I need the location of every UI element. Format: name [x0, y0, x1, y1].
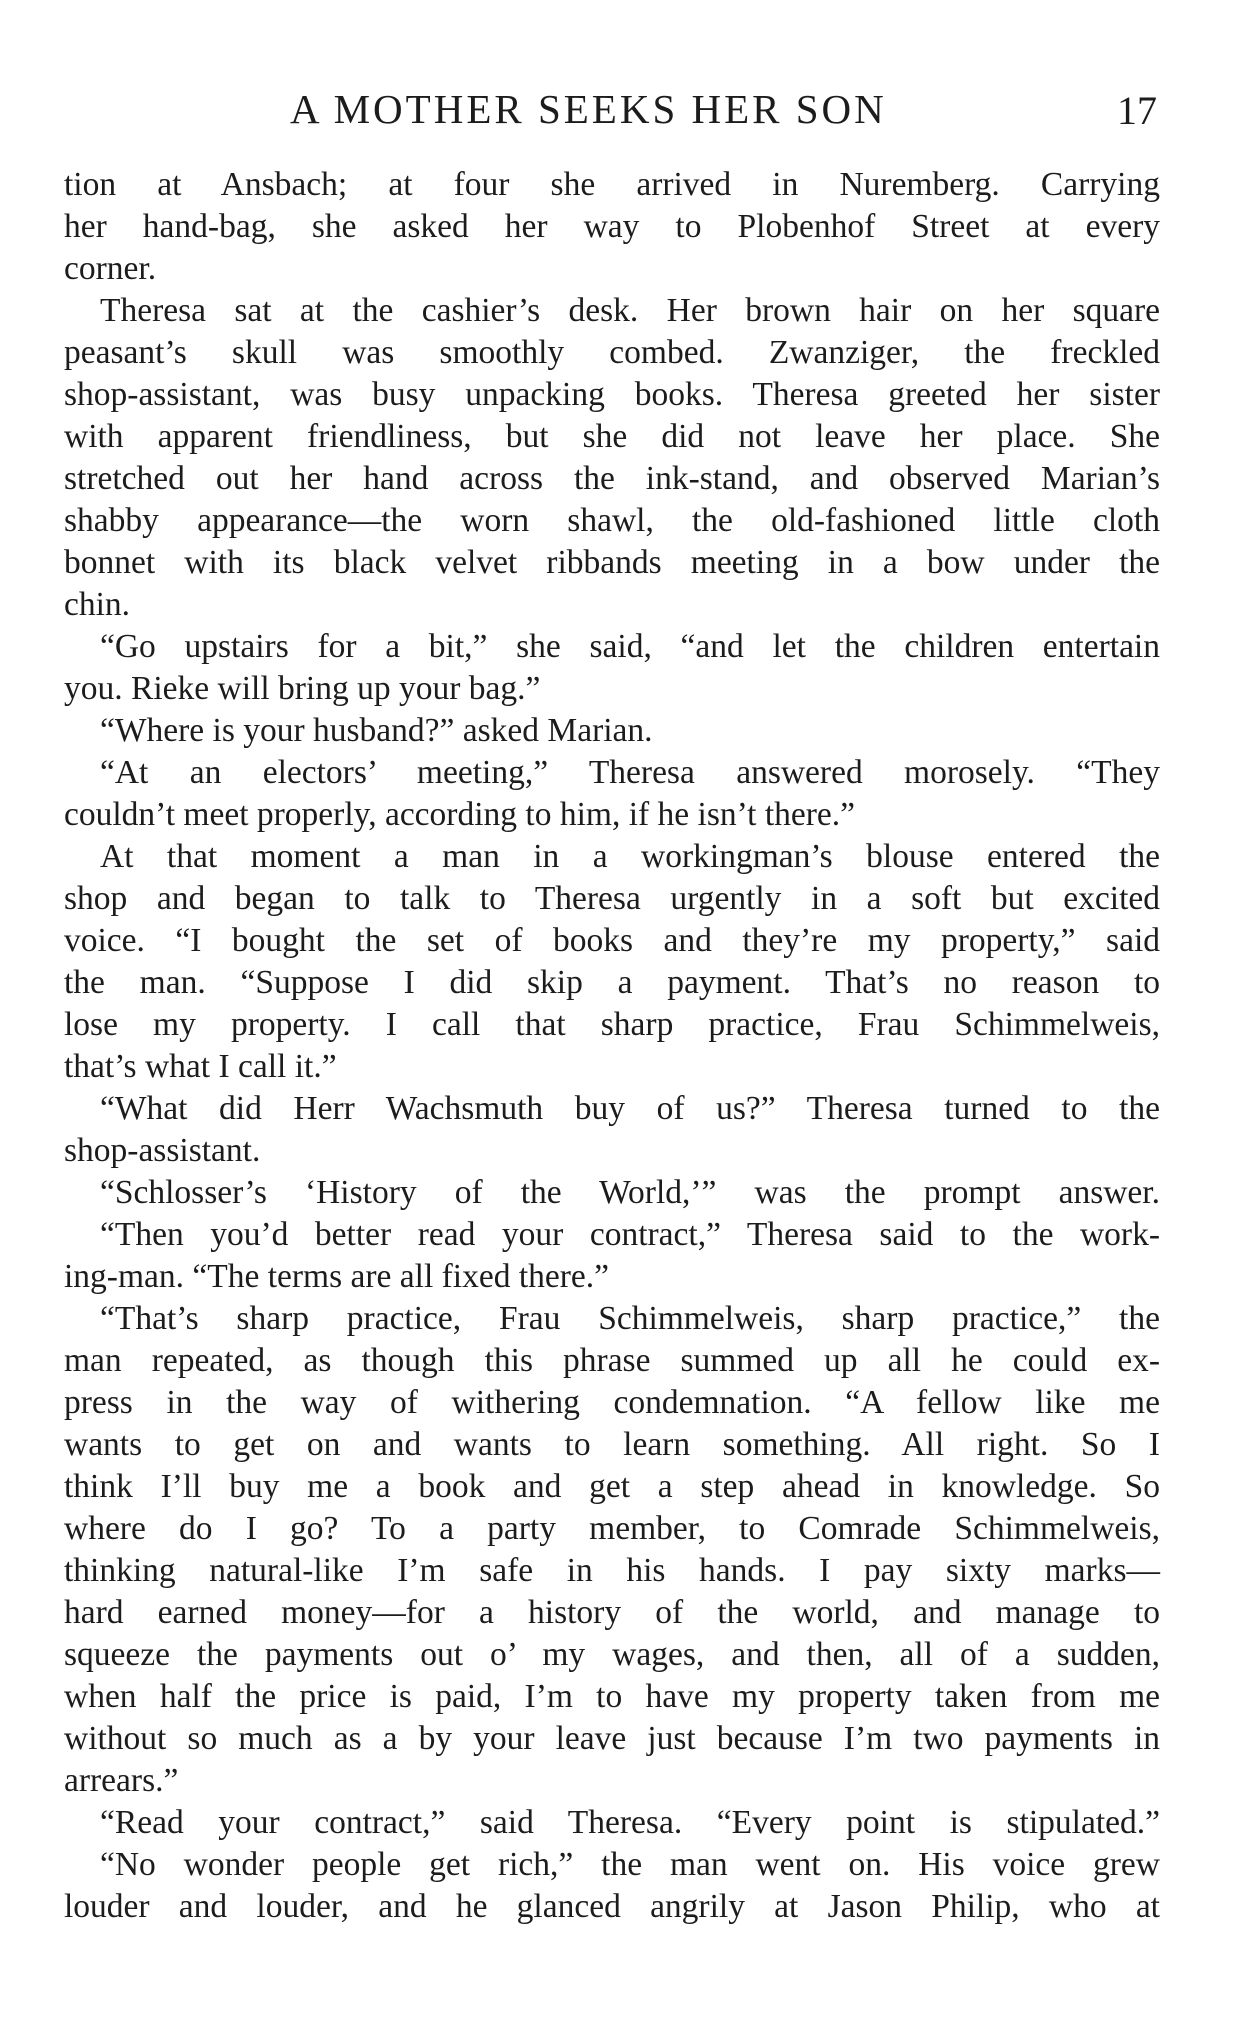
text-line: that’s what I call it.”	[64, 1048, 337, 1085]
text-line: press in the way of withering condemnation. “A fellow like me	[64, 1384, 1160, 1421]
page-number: 17	[1117, 88, 1157, 133]
text-line: thinking natural-like I’m safe in his hands. I pay sixty marks—	[64, 1552, 1160, 1589]
text-line: shabby appearance—the worn shawl, the old-fashioned little cloth	[64, 502, 1160, 539]
text-line: when half the price is paid, I’m to have my property taken from me	[64, 1678, 1160, 1715]
text-line: stretched out her hand across the ink-stand, and observed Marian’s	[64, 460, 1160, 497]
text-line: couldn’t meet properly, according to him, if he isn’t there.”	[64, 796, 856, 833]
text-line: bonnet with its black velvet ribbands meeting in a bow under the	[64, 544, 1160, 581]
text-line: “Schlosser’s ‘History of the World,’” was the prompt answer.	[100, 1174, 1160, 1211]
text-line: man repeated, as though this phrase summed up all he could ex-	[64, 1342, 1160, 1379]
text-line: At that moment a man in a workingman’s blouse entered the	[100, 838, 1160, 875]
text-line: “That’s sharp practice, Frau Schimmelweis, sharp practice,” the	[100, 1300, 1160, 1337]
text-line: corner.	[64, 250, 157, 287]
text-line: squeeze the payments out o’ my wages, and then, all of a sudden,	[64, 1636, 1160, 1673]
text-line: “Where is your husband?” asked Marian.	[100, 712, 653, 749]
text-line: you. Rieke will bring up your bag.”	[64, 670, 541, 707]
text-line: “What did Herr Wachsmuth buy of us?” Theresa turned to the	[100, 1090, 1160, 1127]
text-line: “Then you’d better read your contract,” Theresa said to the work-	[100, 1216, 1160, 1253]
text-line: “At an electors’ meeting,” Theresa answered morosely. “They	[100, 754, 1160, 791]
text-line: chin.	[64, 586, 131, 623]
text-line: “No wonder people get rich,” the man went on. His voice grew	[100, 1846, 1160, 1883]
page-header	[0, 84, 1233, 134]
text-line: “Read your contract,” said Theresa. “Every point is stipulated.”	[100, 1804, 1160, 1841]
text-line: shop-assistant.	[64, 1132, 261, 1169]
text-line: think I’ll buy me a book and get a step ahead in knowledge. So	[64, 1468, 1160, 1505]
text-line: louder and louder, and he glanced angrily at Jason Philip, who at	[64, 1888, 1160, 1925]
body-text	[64, 164, 1160, 1928]
text-line: lose my property. I call that sharp practice, Frau Schimmelweis,	[64, 1006, 1160, 1043]
text-line: hard earned money—for a history of the world, and manage to	[64, 1594, 1160, 1631]
text-line: where do I go? To a party member, to Comrade Schimmelweis,	[64, 1510, 1160, 1547]
text-line: wants to get on and wants to learn something. All right. So I	[64, 1426, 1160, 1463]
text-line: voice. “I bought the set of books and they’re my property,” said	[64, 922, 1160, 959]
text-line: without so much as a by your leave just because I’m two payments in	[64, 1720, 1160, 1757]
text-line: tion at Ansbach; at four she arrived in Nuremberg. Carrying	[64, 166, 1160, 203]
text-line: “Go upstairs for a bit,” she said, “and let the children entertain	[100, 628, 1160, 665]
text-line: with apparent friendliness, but she did not leave her place. She	[64, 418, 1160, 455]
text-line: ing-man. “The terms are all fixed there.”	[64, 1258, 610, 1295]
text-line: peasant’s skull was smoothly combed. Zwanziger, the freckled	[64, 334, 1160, 371]
text-line: shop and began to talk to Theresa urgently in a soft but excited	[64, 880, 1160, 917]
text-line: arrears.”	[64, 1762, 179, 1799]
text-line: the man. “Suppose I did skip a payment. That’s no reason to	[64, 964, 1160, 1001]
running-title: A MOTHER SEEKS HER SON	[290, 86, 887, 132]
text-line: shop-assistant, was busy unpacking books. Theresa greeted her sister	[64, 376, 1160, 413]
text-line: Theresa sat at the cashier’s desk. Her brown hair on her square	[100, 292, 1160, 329]
text-line: her hand-bag, she asked her way to Plobenhof Street at every	[64, 208, 1160, 245]
